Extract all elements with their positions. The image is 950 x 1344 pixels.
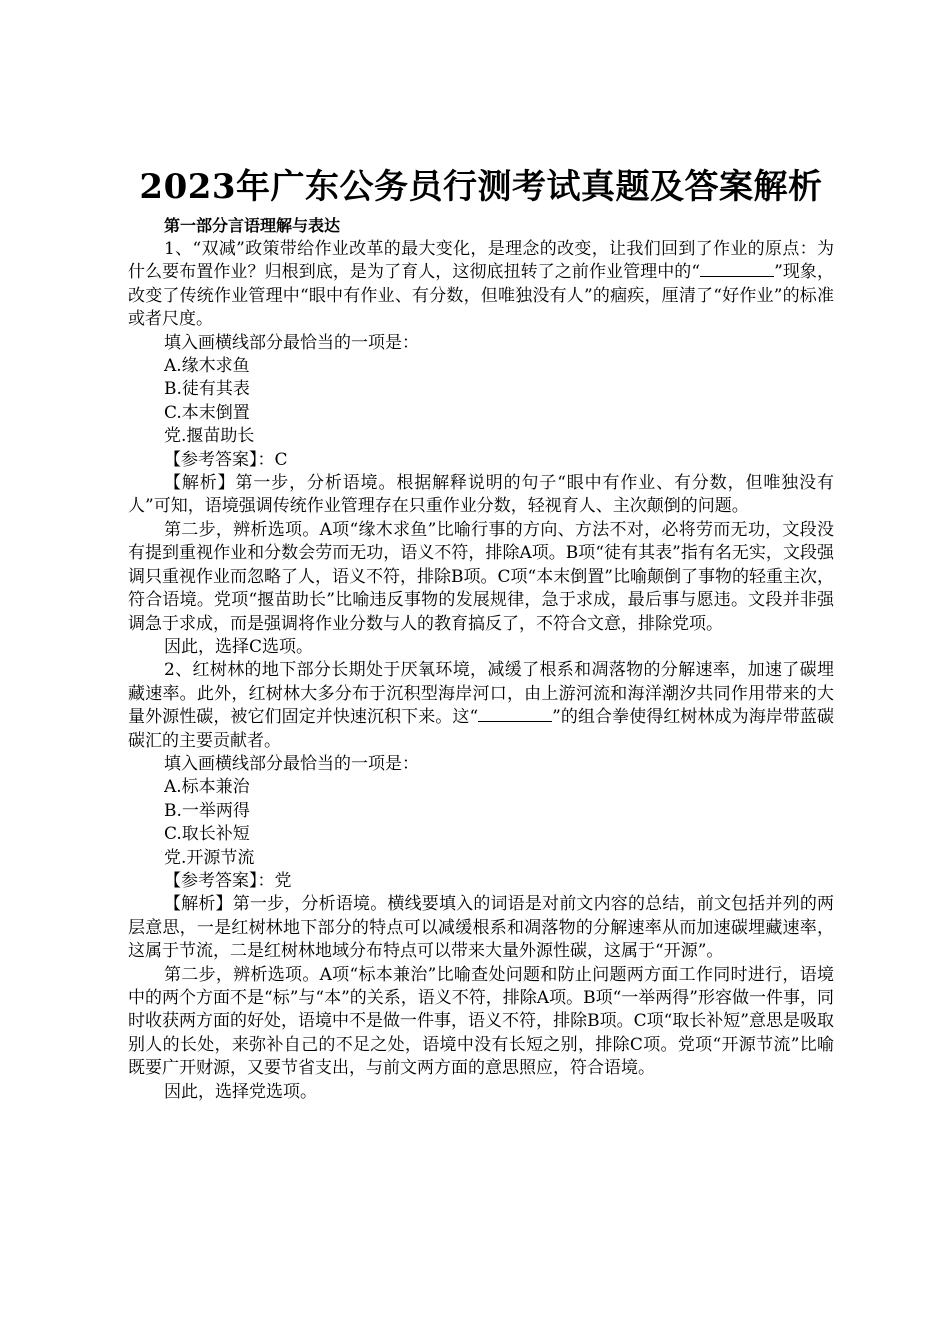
question-1 bbox=[128, 238, 834, 659]
option-c: C.取长补短 bbox=[164, 824, 250, 845]
question-stem bbox=[128, 659, 834, 753]
option-a: A.标本兼治 bbox=[164, 777, 250, 798]
fill-blank bbox=[478, 707, 552, 722]
question-prompt: 填入画横线部分最恰当的一项是： bbox=[164, 332, 419, 353]
page-title: 2023年广东公务员行测考试真题及答案解析 bbox=[139, 167, 823, 207]
question-prompt: 填入画横线部分最恰当的一项是： bbox=[164, 753, 419, 774]
analysis-step-1: 【解析】第一步，分析语境。横线要填入的词语是对前文内容的总结，前文包括并列的两层意思，一是红树林地下部分的特点可以减缓根系和凋落物的分解速率从而加速碳埋藏速率，这属于节流，二是红树林地域分布特点可以带来大量外源性碳，这属于“开源”。 bbox=[128, 894, 834, 962]
option-c: C.本末倒置 bbox=[164, 402, 250, 423]
section-heading: 第一部分言语理解与表达 bbox=[164, 216, 341, 235]
document-page bbox=[128, 162, 834, 1104]
reference-answer: 【参考答案】：党 bbox=[164, 870, 292, 891]
question-stem bbox=[128, 238, 834, 332]
stem-text-before-blank: 1、“双减”政策带给作业改革的最大变化，是理念的改变，让我们回到了作业的原点：为什么要布置作业？归根到底，是为了育人，这彻底扭转了之前作业管理中的“ bbox=[128, 239, 834, 283]
stem-text-after-blank: ”的组合拳使得红树林成为海岸带蓝碳碳汇的主要贡献者。 bbox=[128, 707, 834, 751]
option-d: 党.开源节流 bbox=[164, 847, 255, 868]
reference-answer: 【参考答案】：C bbox=[164, 449, 288, 470]
analysis-conclusion: 因此，选择C选项。 bbox=[164, 636, 314, 657]
analysis-step-2: 第二步，辨析选项。A项“缘木求鱼”比喻行事的方向、方法不对，必将劳而无功，文段没有提到重视作业和分数会劳而无功，语义不符，排除A项。B项“徒有其表”指有名无实，文段强调只重视作业而忽略了人，语义不符，排除B项。C项“本末倒置”比喻颠倒了事物的轻重主次，符合语境。党项“揠苗助长”比喻违反事物的发展规律，急于求成，最后事与愿违。文段并非强调急于求成，而是强调将作业分数与人的教育搞反了，不符合文意，排除党项。 bbox=[128, 519, 834, 634]
analysis-step-2: 第二步，辨析选项。A项“标本兼治”比喻查处问题和防止问题两方面工作同时进行，语境中的两个方面不是“标”与“本”的关系，语义不符，排除A项。B项“一举两得”形容做一件事，同时收获两方面的好处，语境中不是做一件事，语义不符，排除B项。C项“取长补短”意思是吸取别人的长处，来弥补自己的不足之处，语境中没有长短之别，排除C项。党项“开源节流”比喻既要广开财源，又要节省支出，与前文两方面的意思照应，符合语境。 bbox=[128, 964, 834, 1079]
option-d: 党.揠苗助长 bbox=[164, 426, 255, 447]
option-b: B.一举两得 bbox=[164, 800, 250, 821]
question-2 bbox=[128, 659, 834, 1104]
stem-text-before-blank: 2、红树林的地下部分长期处于厌氧环境，减缓了根系和凋落物的分解速率，加速了碳埋藏速率。此外，红树林大多分布于沉积型海岸河口，由上游河流和海洋潮汐共同作用带来的大量外源性碳，被它们固定并快速沉积下来。这“ bbox=[128, 660, 834, 728]
option-b: B.徒有其表 bbox=[164, 379, 250, 400]
stem-text-after-blank: ”现象，改变了传统作业管理中“眼中有作业、有分数，但唯独没有人”的痼疾，厘清了“好作业”的标准或者尺度。 bbox=[128, 262, 834, 330]
option-a: A.缘木求鱼 bbox=[164, 356, 250, 377]
fill-blank bbox=[700, 262, 774, 277]
analysis-step-1: 【解析】第一步，分析语境。根据解释说明的句子“眼中有作业、有分数，但唯独没有人”可知，语境强调传统作业管理存在只重作业分数，轻视育人、主次颠倒的问题。 bbox=[128, 473, 834, 517]
analysis-conclusion: 因此，选择党选项。 bbox=[164, 1081, 317, 1102]
